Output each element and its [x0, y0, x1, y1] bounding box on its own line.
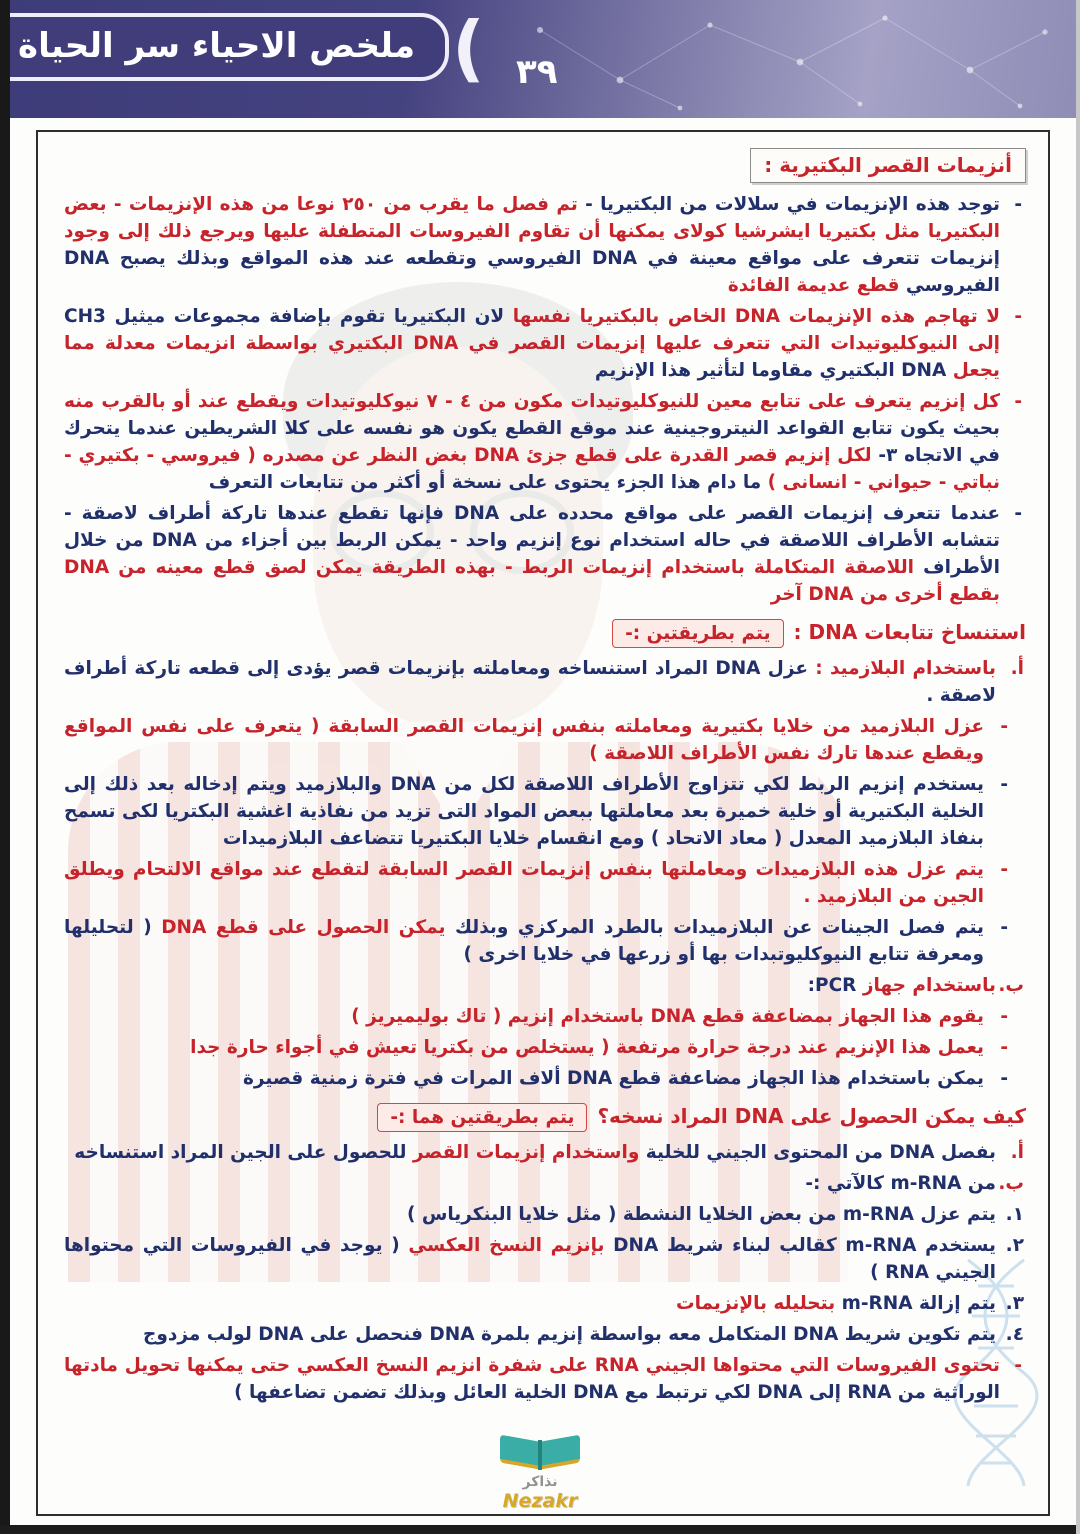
watermark-latin-name: Nezakr [502, 1490, 578, 1512]
list-marker: أ. [1010, 658, 1024, 680]
list-marker: - [1014, 306, 1022, 328]
list-marker: - [1000, 1068, 1008, 1090]
list-marker: - [1000, 774, 1008, 796]
text-segment: استنساخ تتابعات DNA : [793, 620, 1026, 645]
text-segment: ما دام هذا الجزء يحتوى على نسخة أو أكثر من تتابعات التعرف [208, 472, 762, 494]
text-segment: عزل البلازميد من خلايا بكتيرية ومعاملته بنفس إنزيمات القصر السابقة ( يتعرف على نفس المواقع ويقطع عندها تارك نفس الأطراف اللاصقة ) [64, 716, 984, 765]
content-blocks [64, 191, 1026, 1406]
list-marker: - [1000, 1037, 1008, 1059]
content-line [64, 1139, 1026, 1166]
text-segment: يتم عزل m-RNA من بعض الخلايا النشطة ( مثل خلايا البنكرياس ) [406, 1204, 996, 1226]
text-segment: اللاصقة المتكاملة باستخدام إنزيمات الربط - بهذه الطريقة يمكن لصق قطع معينه من DNA بقطع أخرى من DNA آخر [64, 557, 1000, 606]
text-segment: من m-RNA كالآتي :- [805, 1173, 996, 1195]
text-segment: للحصول على الجين المراد استنساخه [74, 1142, 407, 1164]
content-box [36, 130, 1050, 1516]
text-segment: يتم تكوين شريط DNA المتكامل معه بواسطة إنزيم بلمرة DNA فنحصل على DNA لولب مزدوج [143, 1324, 996, 1346]
list-marker: ب. [998, 975, 1024, 997]
content-line [64, 1201, 1026, 1228]
text-segment: لكل إنزيم قصر القدرة على قطع جزئ DNA بغض النظر عن مصدره ( فيروسي - بكتيري - نباتي - حيواني - انسانى ) [64, 445, 1000, 494]
list-marker: ٤. [1005, 1324, 1024, 1346]
content-line [64, 1321, 1026, 1348]
scan-edge-left [0, 0, 10, 1534]
header-title-box [0, 13, 449, 81]
text-segment: يمكن الحصول على قطع DNA [151, 917, 446, 939]
text-segment: يتم فصل الجينات عن البلازميدات بالطرد المركزي وبذلك [445, 917, 984, 939]
paren-decoration: ( [452, 6, 485, 90]
text-segment: لا تهاجم هذه الإنزيمات DNA الخاص بالبكتيريا نفسها [504, 306, 1000, 328]
book-page-left [500, 1435, 538, 1470]
nezakr-watermark [498, 1438, 582, 1512]
book-spine [538, 1440, 542, 1470]
section-title-row [64, 148, 1026, 183]
watermark-arabic-name: نذاكر [522, 1474, 558, 1490]
list-marker: - [1014, 503, 1022, 525]
text-segment: بفصل DNA من المحتوى الجيني للخلية [639, 1142, 996, 1164]
content-line [64, 500, 1026, 608]
list-marker: - [1000, 1006, 1008, 1028]
page-header [0, 0, 1080, 118]
content-line [64, 1034, 1026, 1061]
text-segment: يستخدم إنزيم الربط لكي تتزاوج الأطراف اللاصقة لكل من DNA والبلازميد ويتم إدخاله بعد ذلك إلى الخلية البكتيرية أو خلية خميرة بعد معاملتها ببعض المواد التى تزيد من نفاذية اغشية البكتريا لكى تسمح بنفاذ البلازميد المعدل ( معاد الاتحاد ) ومع انقسام خلايا البكتيريا تتضاعف البلازميدات [64, 774, 984, 850]
text-segment: يتم عزل هذه البلازميدات ومعاملتها بنفس إنزيمات القصر السابقة لتقطع عند مواقع الالتحام ويطلق الجين من البلازميد . [64, 859, 984, 908]
content-line [64, 1065, 1026, 1092]
text-segment: إلى النيوكليوتيدات التي تتعرف عليها إنزيمات القصر في DNA البكتيري بواسطة انزيمات معدلة مما يجعل [64, 333, 1000, 382]
text-segment: ( يوجد في الفيروسات التي محتواها الجيني RNA ) [64, 1235, 996, 1284]
section-heading [64, 618, 1026, 648]
content [38, 132, 1048, 1418]
text-segment: واستخدام إنزيمات القصر [406, 1142, 640, 1164]
list-marker: أ. [1010, 1142, 1024, 1164]
section-heading [64, 1102, 1026, 1132]
text-segment: تم فصل ما يقرب من ٢٥٠ نوعا من هذه الإنزيمات - بعض البكتيريا مثل بكتيريا ايشرشيا كولاى يمكنها أن تقاوم الفيروسات المتطفلة عليها ويرجع ذلك إلى وجود [64, 194, 1000, 243]
text-segment: كل إنزيم يتعرف على تتابع معين للنيوكليوتيدات مكون من ٤ - ٧ نيوكليوتيدات ويقطع عند أو بالقرب منه [64, 391, 1000, 413]
text-segment: بحيث يكون تتابع القواعد النيتروجينية عند موقع القطع يكون هو نفسه على كلا الشريطين عندما يتحرك في الاتجاه ٣- [64, 418, 1000, 467]
text-segment: عندما تتعرف إنزيمات القصر على مواقع محدده على DNA فإنها تقطع عندها تاركة أطراف لاصقة - تتشابه الأطراف اللاصقة في حاله استخدام نوع إنزيم واحد - يمكن الربط بين أجزاء من DNA من خلال الأطراف [64, 503, 1001, 579]
open-book-icon [498, 1438, 582, 1472]
list-marker: ١. [1005, 1204, 1024, 1226]
text-segment: الوراثية من RNA إلى DNA لكي ترتبط مع DNA الخلية العائل وبذلك تضمن تضاعفها ) [234, 1382, 1000, 1404]
content-line [64, 303, 1026, 384]
content-line [64, 972, 1026, 999]
text-segment: بإنزيم النسخ العكسي [399, 1235, 605, 1257]
highlight-badge: يتم بطريقتين هما :- [377, 1103, 587, 1132]
highlight-badge: يتم بطريقتين :- [612, 619, 783, 648]
text-segment: باستخدام البلازميد : [808, 658, 997, 680]
text-segment: بتحليله بالإنزيمات [675, 1293, 836, 1315]
text-segment: PCR: [807, 975, 857, 997]
content-line [64, 856, 1026, 910]
text-segment: يمكن باستخدام هذا الجهاز مضاعفة قطع DNA ألاف المرات في فترة زمنية قصيرة [242, 1068, 984, 1090]
content-line [64, 1232, 1026, 1286]
content-line [64, 388, 1026, 496]
content-line [64, 1352, 1026, 1406]
text-segment: ( لتحليلها ومعرفة تتابع النيوكليوتبدات بها أو زرعها في خلايا اخرى ) [64, 917, 984, 966]
list-marker: - [1014, 1355, 1022, 1377]
list-marker: - [1014, 194, 1022, 216]
scan-edge-right [1076, 0, 1080, 1534]
page-number: ٣٩ [516, 52, 558, 92]
list-marker: ٢. [1005, 1235, 1024, 1257]
text-segment: قطع عديمة الفائدة [727, 275, 900, 297]
text-segment: يعمل هذا الإنزيم عند درجة حرارة مرتفعة ( يستخلص من بكتريا تعيش في أجواء حارة جدا [190, 1037, 984, 1059]
content-line [64, 771, 1026, 852]
list-marker: ب. [998, 1173, 1024, 1195]
list-marker: - [1000, 859, 1008, 881]
scan-edge-bottom [0, 1525, 1080, 1534]
list-marker: - [1000, 917, 1008, 939]
content-line [64, 655, 1026, 709]
content-line [64, 1170, 1026, 1197]
content-line [64, 1003, 1026, 1030]
content-line [64, 713, 1026, 767]
network-pattern-decoration [500, 0, 1080, 118]
content-line [64, 1290, 1026, 1317]
book-page-right [542, 1435, 580, 1470]
content-line [64, 191, 1026, 299]
text-segment: يقوم هذا الجهاز بمضاعفة قطع DNA باستخدام إنزيم ( تاك بوليميريز ) [351, 1006, 984, 1028]
list-marker: - [1000, 716, 1008, 738]
text-segment: يستخدم m-RNA كقالب لبناء شريط DNA [604, 1235, 996, 1257]
text-segment: إنزيمات تتعرف على مواقع معينة في DNA الفيروسي وتقطعه عند هذه المواقع وبذلك يصبح DNA الفيروسي [64, 248, 1000, 297]
text-segment: عزل DNA المراد استنساخه ومعاملته بإنزيمات قصر يؤدى إلى قطعه تاركة أطراف لاصقة . [64, 658, 996, 707]
text-segment: لان البكتيريا تقوم بإضافة مجموعات ميثيل CH3 [64, 306, 505, 328]
header-title: ملخص الاحياء سر الحياة [18, 26, 416, 66]
section-title-badge: أنزيمات القصر البكتيرية : [750, 148, 1026, 183]
text-segment: DNA البكتيري مقاوما لتأثير هذا الإنزيم [594, 360, 947, 382]
text-segment: باستخدام جهاز [856, 975, 996, 997]
text-segment: يتم إزالة m-RNA [835, 1293, 996, 1315]
text-segment: تحتوى الفيروسات التي محتواها الجيني RNA على شفرة انزيم النسخ العكسي حتى يمكنها تحويل مادتها [64, 1355, 1000, 1377]
list-marker: - [1014, 391, 1022, 413]
content-line [64, 914, 1026, 968]
text-segment: كيف يمكن الحصول على DNA المراد نسخه؟ [597, 1104, 1026, 1129]
text-segment: توجد هذه الإنزيمات في سلالات من البكتيريا - [577, 194, 1000, 216]
list-marker: ٣. [1005, 1293, 1024, 1315]
